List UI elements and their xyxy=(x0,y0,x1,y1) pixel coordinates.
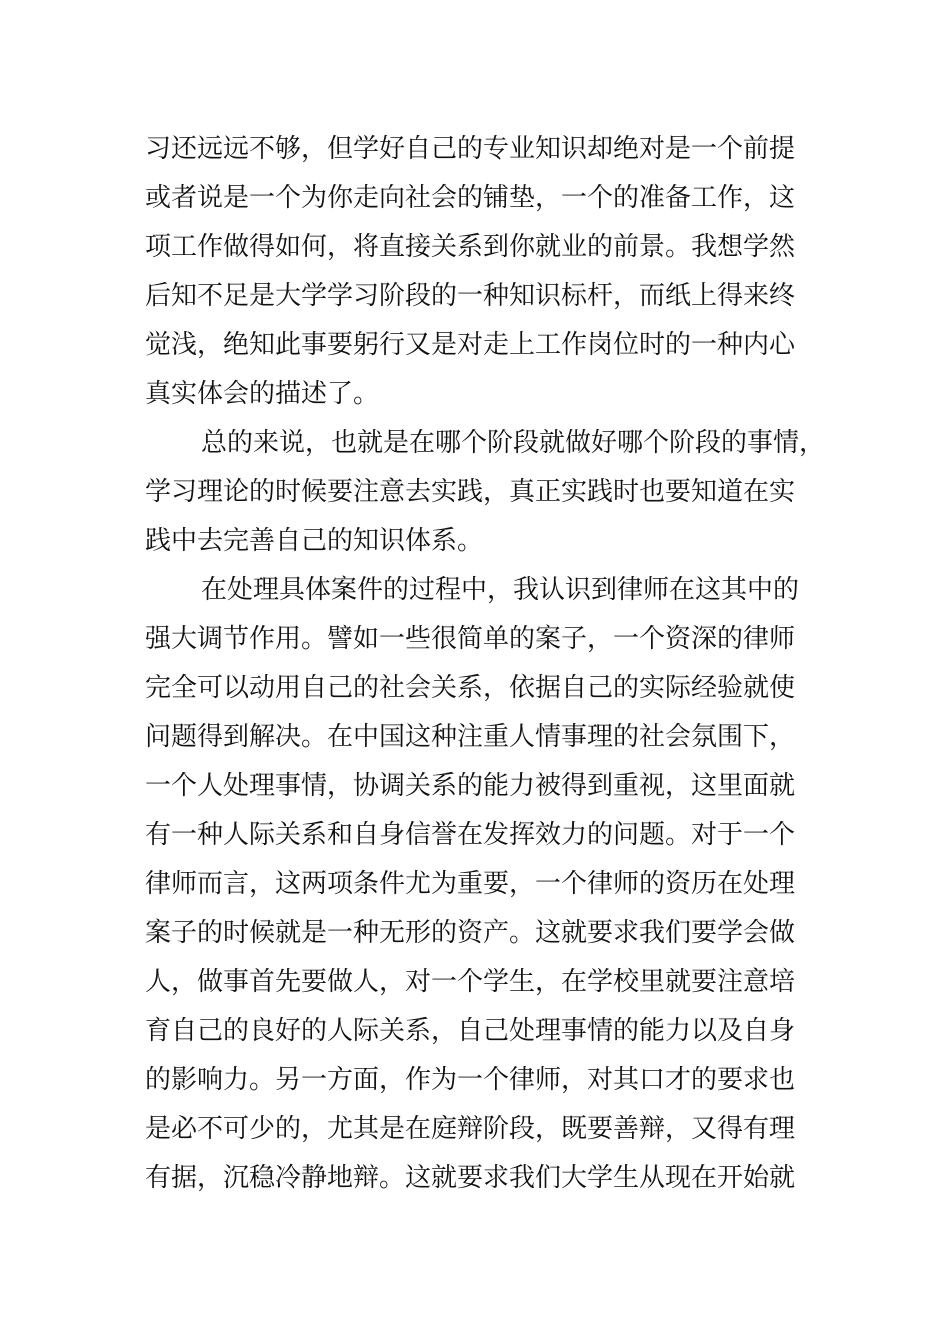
text-line-3: 项工作做得如何，将直接关系到你就业的前景。我想学然 xyxy=(145,232,796,262)
text-line-16: 律师而言，这两项条件尤为重要，一个律师的资历在处理 xyxy=(145,869,796,899)
body-text xyxy=(145,125,825,1203)
text-line-22: 有据，沉稳冷静地辩。这就要求我们大学生从现在开始就 xyxy=(145,1163,796,1193)
text-line-12: 完全可以动用自己的社会关系，依据自己的实际经验就使 xyxy=(145,673,796,703)
text-line-14: 一个人处理事情，协调关系的能力被得到重视，这里面就 xyxy=(145,771,796,801)
text-line-4: 后知不足是大学学习阶段的一种知识标杆，而纸上得来终 xyxy=(145,281,796,311)
text-line-5: 觉浅，绝知此事要躬行又是对走上工作岗位时的一种内心 xyxy=(145,330,796,360)
text-line-15: 有一种人际关系和自身信誉在发挥效力的问题。对于一个 xyxy=(145,820,796,850)
paragraph-start-line: 总的来说，也就是在哪个阶段就做好哪个阶段的事情， xyxy=(201,428,826,458)
text-line-8: 学习理论的时候要注意去实践，真正实践时也要知道在实 xyxy=(145,477,796,507)
text-line-6: 真实体会的描述了。 xyxy=(145,379,380,409)
text-line-21: 是必不可少的，尤其是在庭辩阶段，既要善辩，又得有理 xyxy=(145,1114,796,1144)
text-line-13: 问题得到解决。在中国这种注重人情事理的社会氛围下， xyxy=(145,722,796,752)
text-line-17: 案子的时候就是一种无形的资产。这就要求我们要学会做 xyxy=(145,918,796,948)
text-line-9: 践中去完善自己的知识体系。 xyxy=(145,526,484,556)
text-line-19: 育自己的良好的人际关系，自己处理事情的能力以及自身 xyxy=(145,1016,796,1046)
paragraph-start-line: 在处理具体案件的过程中，我认识到律师在这其中的 xyxy=(201,575,800,605)
text-line-18: 人，做事首先要做人，对一个学生，在学校里就要注意培 xyxy=(145,967,796,997)
text-line-11: 强大调节作用。譬如一些很简单的案子，一个资深的律师 xyxy=(145,624,796,654)
text-line-2: 或者说是一个为你走向社会的铺垫，一个的准备工作，这 xyxy=(145,183,796,213)
text-line-1: 习还远远不够，但学好自己的专业知识却绝对是一个前提 xyxy=(145,134,796,164)
text-line-20: 的影响力。另一方面，作为一个律师，对其口才的要求也 xyxy=(145,1065,796,1095)
